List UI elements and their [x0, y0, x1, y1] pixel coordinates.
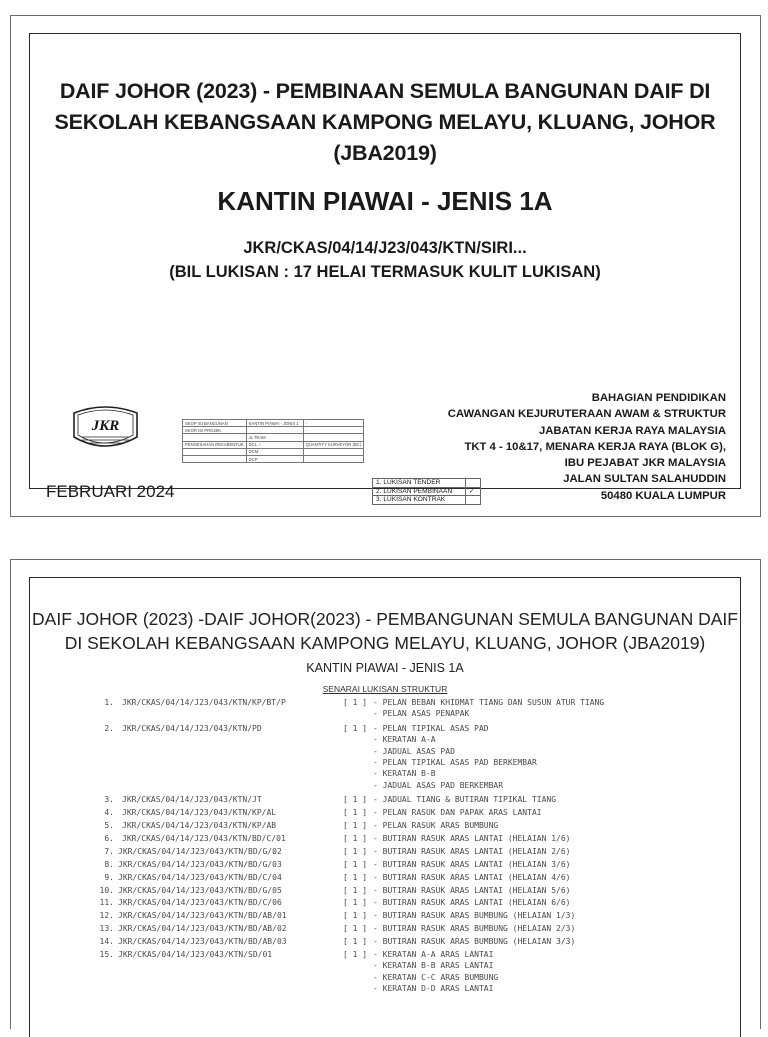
entry-number: 6. [104, 833, 114, 843]
entry-description: - PELAN RASUK DAN PAPAK ARAS LANTAI [373, 808, 542, 818]
cover-ref-line-1: JKR/CKAS/04/14/J23/043/KTN/SIRI... [243, 239, 527, 257]
approval-cell: DCL ✓ [246, 441, 303, 448]
entry-revision: [ 1 ] [343, 723, 368, 733]
entry-revision: [ 1 ] [343, 950, 368, 959]
cover-sheet [10, 15, 761, 517]
approval-cell [303, 455, 363, 462]
approval-cell [303, 448, 363, 455]
drawing-list [30, 578, 740, 1037]
entry-drawing-code: JKR/CKAS/04/14/J23/043/KTN/PD [122, 723, 262, 733]
approval-cell: KANTIN PIAWAI - JENIS 1 [246, 420, 303, 427]
entry-description: - BUTIRAN RASUK ARAS BUMBUNG (HELAIAN 3/3) [373, 937, 576, 947]
cover-title-line-2: SEKOLAH KEBANGSAAN KAMPONG MELAYU, KLUANG, JOHOR [54, 110, 716, 134]
list-title-line-2: DI SEKOLAH KEBANGSAAN KAMPONG MELAYU, KLUANG, JOHOR (JBA2019) [64, 633, 706, 653]
status-mark [466, 496, 481, 505]
entry-number: 5. [104, 821, 114, 830]
entry-description: - KERATAN D-D ARAS LANTAI [373, 984, 494, 994]
entry-number: 9. [104, 872, 114, 882]
entry-number: 11. [99, 898, 114, 908]
cover-title-line-1: DAIF JOHOR (2023) - PEMBINAAN SEMULA BANGUNAN DAIF DI [59, 79, 711, 103]
status-mark: ✓ [466, 487, 481, 496]
address-line: JABATAN KERJA RAYA MALAYSIA [538, 424, 726, 437]
entry-number: 12. [99, 911, 114, 921]
entry-number: 3. [104, 795, 114, 805]
drawing-list-sheet [10, 559, 761, 1029]
entry-description: - BUTIRAN RASUK ARAS LANTAI (HELAIAN 1/6) [373, 833, 571, 843]
list-title-line-1: DAIF JOHOR (2023) -DAIF JOHOR(2023) - PEMBANGUNAN SEMULA BANGUNAN DAIF [32, 609, 738, 629]
entry-drawing-code: JKR/CKAS/04/14/J23/043/KTN/BD/G/03 [118, 859, 282, 869]
address-line: CAWANGAN KEJURUTERAAN AWAM & STRUKTUR [447, 408, 726, 421]
approval-cell: SKOP ISI BANGUNAN [183, 420, 247, 427]
approval-cell: PENGESAHAN REKABENTUK [183, 441, 247, 448]
entry-description: - KERATAN A-A ARAS LANTAI [373, 950, 494, 959]
entry-number: 7. [104, 846, 114, 856]
entry-drawing-code: JKR/CKAS/04/14/J23/043/KTN/BD/AB/01 [118, 911, 287, 921]
address-block [448, 390, 726, 504]
cover-frame [29, 33, 741, 503]
cover-date: FEBRUARI 2024 [46, 482, 175, 501]
approval-cell: DCP [246, 455, 303, 462]
entry-drawing-code: JKR/CKAS/04/14/J23/043/KTN/KP/BT/P [122, 698, 286, 707]
status-mark [466, 479, 481, 488]
entry-revision: [ 1 ] [343, 846, 368, 856]
approval-cell [183, 448, 247, 455]
address-line: 50480 KUALA LUMPUR [600, 489, 726, 502]
approval-cell: JL TEAM [246, 434, 303, 441]
approval-cell [183, 455, 247, 462]
cover-title-line-3: (JBA2019) [333, 141, 437, 165]
entry-number: 14. [99, 937, 114, 947]
entry-revision: [ 1 ] [343, 872, 368, 882]
entry-revision: [ 1 ] [343, 924, 368, 934]
entry-number: 1. [104, 698, 114, 707]
address-line: JALAN SULTAN SALAHUDDIN [563, 473, 726, 486]
entry-drawing-code: JKR/CKAS/04/14/J23/043/KTN/SD/01 [118, 950, 273, 959]
jkr-logo [68, 399, 143, 457]
status-label: 1. LUKISAN TENDER [373, 479, 466, 488]
approval-cell: DCM [246, 448, 303, 455]
entry-number: 4. [104, 808, 114, 818]
entry-description: - BUTIRAN RASUK ARAS LANTAI (HELAIAN 5/6) [373, 885, 571, 895]
entry-revision: [ 1 ] [343, 833, 368, 843]
status-label: 2. LUKISAN PEMBINAAN [373, 487, 466, 496]
drawing-status-table [372, 478, 481, 505]
entry-description: - JADUAL ASAS PAD [373, 746, 455, 756]
entry-description: - PELAN BEBAN KHIDMAT TIANG DAN SUSUN ATUR TIANG [373, 698, 605, 707]
address-line: IBU PEJABAT JKR MALAYSIA [564, 457, 726, 470]
entry-drawing-code: JKR/CKAS/04/14/J23/043/KTN/BD/G/02 [118, 846, 282, 856]
list-heading: SENARAI LUKISAN STRUKTUR [322, 684, 448, 694]
cover-subtitle: KANTIN PIAWAI - JENIS 1A [217, 186, 553, 216]
entry-drawing-code: JKR/CKAS/04/14/J23/043/KTN/BD/AB/03 [118, 937, 287, 947]
entry-description: - BUTIRAN RASUK ARAS LANTAI (HELAIAN 6/6) [373, 898, 571, 908]
entry-description: - KERATAN B-B [373, 769, 436, 779]
jkr-logo-text: JKR [91, 418, 120, 434]
entry-description: - KERATAN B-B ARAS LANTAI [373, 961, 494, 971]
entry-drawing-code: JKR/CKAS/04/14/J23/043/KTN/BD/AB/02 [118, 924, 287, 934]
approval-cell [246, 427, 303, 434]
entry-number: 13. [99, 924, 114, 934]
entry-revision: [ 1 ] [343, 898, 368, 908]
entry-description: - JADUAL ASAS PAD BERKEMBAR [373, 780, 504, 790]
entry-description: - PELAN RASUK ARAS BUMBUNG [373, 821, 499, 830]
entry-drawing-code: JKR/CKAS/04/14/J23/043/KTN/BD/G/05 [118, 885, 282, 895]
entry-drawing-code: JKR/CKAS/04/14/J23/043/KTN/BD/C/01 [122, 833, 286, 843]
list-subtitle: KANTIN PIAWAI - JENIS 1A [306, 661, 464, 675]
entry-description: - JADUAL TIANG & BUTIRAN TIPIKAL TIANG [373, 795, 557, 805]
entry-revision: [ 1 ] [343, 698, 368, 707]
entry-description: - PELAN ASAS PENAPAK [373, 709, 470, 719]
entry-revision: [ 1 ] [343, 885, 368, 895]
approval-cell: SKOR ISI PROJEK [183, 427, 247, 434]
entry-drawing-code: JKR/CKAS/04/14/J23/043/KTN/BD/C/06 [118, 898, 282, 908]
entry-drawing-code: JKR/CKAS/04/14/J23/043/KTN/JT [122, 795, 262, 805]
entry-description: - BUTIRAN RASUK ARAS LANTAI (HELAIAN 3/6) [373, 859, 571, 869]
entry-number: 2. [104, 723, 114, 733]
approval-cell [183, 434, 247, 441]
cover-ref-line-2: (BIL LUKISAN : 17 HELAI TERMASUK KULIT LUKISAN) [169, 263, 601, 281]
entry-description: - KERATAN C-C ARAS BUMBUNG [373, 972, 499, 982]
address-line: BAHAGIAN PENDIDIKAN [591, 392, 726, 404]
entry-revision: [ 1 ] [343, 859, 368, 869]
approval-cell: - [303, 420, 363, 427]
status-label: 3. LUKISAN KONTRAK [373, 496, 466, 505]
entry-description: - BUTIRAN RASUK ARAS BUMBUNG (HELAIAN 2/3) [373, 924, 576, 934]
approval-cell: QUANTITY SURVEYOR (BC) [303, 441, 363, 448]
drawing-list-frame [29, 577, 741, 1037]
entry-description: - BUTIRAN RASUK ARAS LANTAI (HELAIAN 4/6) [373, 872, 571, 882]
entry-number: 15. [99, 950, 114, 959]
approval-cell: - [303, 427, 363, 434]
entry-number: 8. [104, 859, 114, 869]
entry-drawing-code: JKR/CKAS/04/14/J23/043/KTN/BD/C/04 [118, 872, 282, 882]
entry-drawing-code: JKR/CKAS/04/14/J23/043/KTN/KP/AL [122, 808, 277, 818]
entry-revision: [ 1 ] [343, 808, 368, 818]
entry-revision: [ 1 ] [343, 937, 368, 947]
entry-revision: [ 1 ] [343, 821, 368, 830]
address-line: TKT 4 - 10&17, MENARA KERJA RAYA (BLOK G), [464, 440, 726, 453]
entry-description: - PELAN TIPIKAL ASAS PAD BERKEMBAR [373, 758, 537, 767]
entry-revision: [ 1 ] [343, 795, 368, 805]
approval-table [182, 419, 364, 463]
entry-revision: [ 1 ] [343, 911, 368, 921]
approval-cell [303, 434, 363, 441]
entry-drawing-code: JKR/CKAS/04/14/J23/043/KTN/KP/AB [122, 821, 277, 830]
entry-description: - BUTIRAN RASUK ARAS BUMBUNG (HELAIAN 1/3) [373, 911, 576, 921]
entry-number: 10. [99, 885, 114, 895]
entry-description: - KERATAN A-A [373, 735, 436, 745]
entry-description: - PELAN TIPIKAL ASAS PAD [373, 723, 489, 733]
entry-description: - BUTIRAN RASUK ARAS LANTAI (HELAIAN 2/6) [373, 846, 571, 856]
